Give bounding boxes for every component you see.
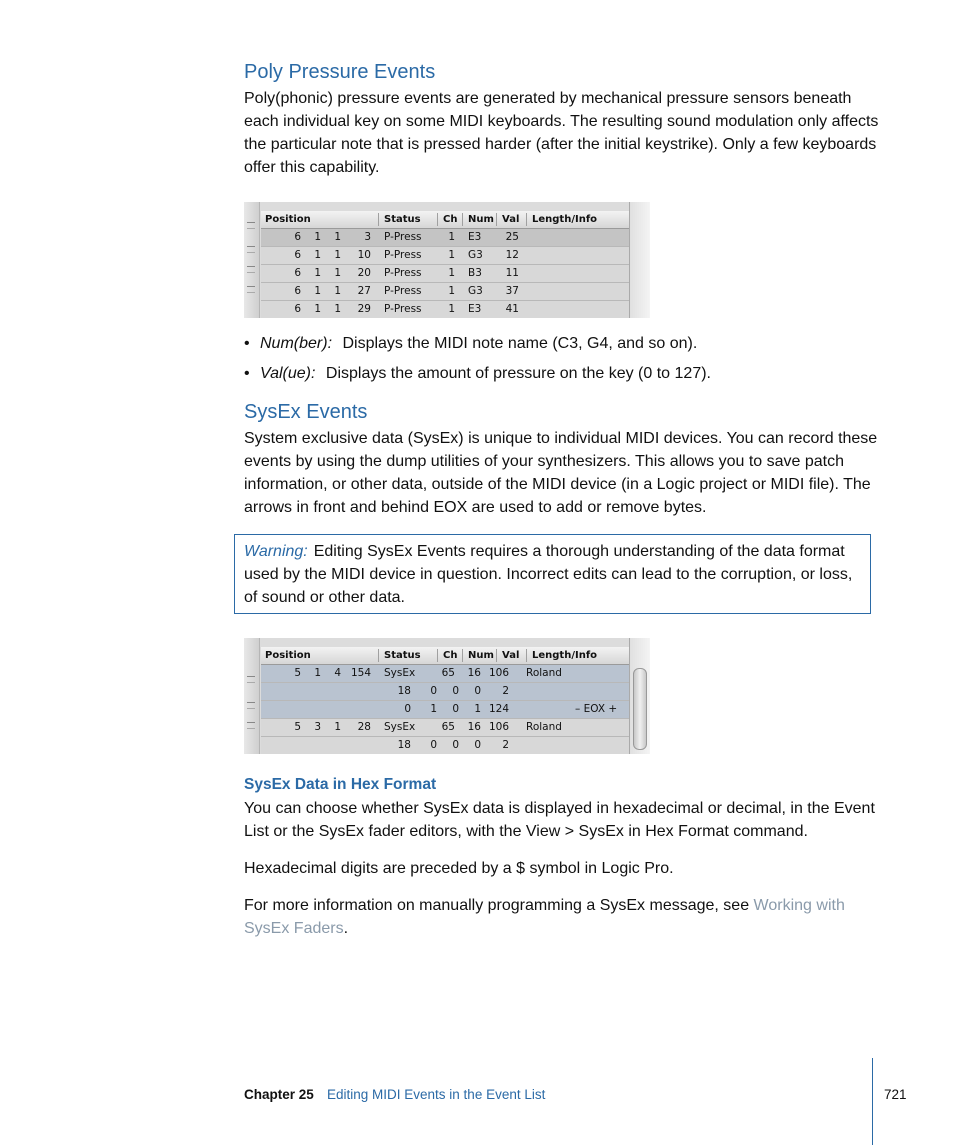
footer-chapter-label: Chapter 25: [244, 1087, 314, 1102]
position-tick: 10: [357, 249, 371, 261]
hex-format-para-1: You can choose whether SysEx data is displayed in hexadecimal or decimal, in the Event List or the SysEx fader editors, with the View > SysEx in Hex Format command.: [244, 800, 875, 840]
sysex-byte: 124: [488, 703, 509, 715]
channel-cell: 65: [441, 721, 455, 733]
sysex-byte: 2: [502, 739, 509, 751]
status-cell: P-Press: [384, 267, 422, 279]
channel-cell: 1: [448, 267, 455, 279]
position-division: 4: [334, 667, 341, 679]
status-cell: P-Press: [384, 303, 422, 315]
event-row[interactable]: [261, 265, 630, 283]
status-cell: SysEx: [384, 667, 416, 679]
status-cell: SysEx: [384, 721, 416, 733]
position-tick: 27: [357, 285, 371, 297]
position-beat: 3: [314, 721, 321, 733]
position-bar: 6: [294, 231, 301, 243]
event-row[interactable]: [261, 301, 630, 318]
sysex-byte: 0: [452, 703, 459, 715]
bullet-text: Displays the MIDI note name (C3, G4, and so on).: [342, 335, 698, 352]
footer-page-number: 721: [884, 1087, 907, 1102]
event-list-scrollbar[interactable]: [629, 202, 650, 318]
bullet-term: Val(ue):: [260, 365, 316, 382]
position-tick: 3: [364, 231, 371, 243]
num-cell: G3: [468, 249, 483, 261]
warning-text: Editing SysEx Events requires a thorough understanding of the data format used by the MIDI device in question. Incorrect edits can lead to the corruption, or loss, of sound or other data.: [244, 543, 853, 606]
event-list-poly-pressure: [244, 202, 650, 318]
sysex-byte: 0: [430, 739, 437, 751]
column-separator: [378, 213, 379, 226]
column-header-ch: Ch: [443, 214, 458, 225]
sysex-byte: 0: [452, 739, 459, 751]
footer-divider: [872, 1058, 873, 1145]
sysex-byte: 0: [452, 685, 459, 697]
event-row[interactable]: [261, 683, 630, 701]
position-division: 1: [334, 721, 341, 733]
status-cell: P-Press: [384, 249, 422, 261]
position-bar: 6: [294, 249, 301, 261]
val-cell: 25: [505, 231, 519, 243]
event-list-scrollbar[interactable]: [629, 638, 650, 754]
event-list-sysex: [244, 638, 650, 754]
info-cell: Roland: [526, 667, 562, 679]
column-header-status: Status: [384, 214, 421, 225]
column-header-num: Num: [468, 214, 494, 225]
event-list-grid: [261, 211, 630, 318]
val-cell: 41: [505, 303, 519, 315]
column-header-val: Val: [502, 214, 520, 225]
para-3-prefix: For more information on manually programming a SysEx message, see: [244, 897, 754, 914]
event-list-header: [261, 211, 630, 229]
sysex-byte: 18: [397, 739, 411, 751]
channel-cell: 1: [448, 303, 455, 315]
column-header-position: Position: [265, 650, 311, 661]
sysex-byte: 1: [430, 703, 437, 715]
hex-format-para-3: [244, 894, 880, 940]
position-bar: 6: [294, 285, 301, 297]
info-cell: Roland: [526, 721, 562, 733]
sysex-byte: 0: [474, 739, 481, 751]
event-row[interactable]: [261, 701, 630, 719]
poly-pressure-description: Poly(phonic) pressure events are generated by mechanical pressure sensors beneath each individual key on some MIDI keyboards. The resulting sound modulation only affects the particular note that is pressed harder (after the initial keystrike). Only a few keyboards offer this capability.: [244, 90, 879, 176]
position-division: 1: [334, 249, 341, 261]
num-cell: 16: [467, 667, 481, 679]
column-separator: [437, 649, 438, 662]
footer-chapter-title: Editing MIDI Events in the Event List: [327, 1087, 546, 1102]
position-beat: 1: [314, 231, 321, 243]
position-tick: 29: [357, 303, 371, 315]
sysex-byte: 1: [474, 703, 481, 715]
column-header-length-info: Length/Info: [532, 650, 598, 661]
hex-format-para-2: Hexadecimal digits are preceded by a $ symbol in Logic Pro.: [244, 860, 674, 877]
position-tick: 28: [357, 721, 371, 733]
position-division: 1: [334, 285, 341, 297]
bullet-list: [244, 332, 874, 385]
event-row[interactable]: [261, 229, 630, 247]
event-row[interactable]: [261, 719, 630, 737]
column-separator: [378, 649, 379, 662]
column-header-val: Val: [502, 650, 520, 661]
channel-cell: 1: [448, 231, 455, 243]
sysex-description: System exclusive data (SysEx) is unique to individual MIDI devices. You can record these events by using the dump utilities of your synthesizers. This allows you to save patch information, or other data, outside of the MIDI device (in a Logic project or MIDI file). The arrows in front and behind EOX are used to add or remove bytes.: [244, 430, 878, 516]
column-header-position: Position: [265, 214, 311, 225]
val-cell: 11: [505, 267, 519, 279]
section-title-sysex: SysEx Events: [244, 401, 368, 423]
status-cell: P-Press: [384, 231, 422, 243]
warning-callout: [234, 534, 871, 614]
para-3-suffix: .: [343, 920, 349, 937]
column-separator: [462, 213, 463, 226]
warning-text-block: [244, 540, 866, 609]
warning-label: Warning:: [244, 543, 308, 560]
channel-cell: 1: [448, 285, 455, 297]
position-bar: 6: [294, 303, 301, 315]
position-beat: 1: [314, 267, 321, 279]
position-beat: 1: [314, 249, 321, 261]
channel-cell: 1: [448, 249, 455, 261]
bullet-marker: •: [244, 335, 250, 352]
event-row[interactable]: [261, 283, 630, 301]
column-separator: [462, 649, 463, 662]
val-cell: 106: [488, 721, 509, 733]
event-list-side-handle: [244, 202, 260, 318]
num-cell: 16: [467, 721, 481, 733]
subsection-title-hex-format: SysEx Data in Hex Format: [244, 776, 437, 793]
sysex-byte: 0: [474, 685, 481, 697]
position-bar: 5: [294, 721, 301, 733]
eox-control: – EOX +: [575, 703, 618, 715]
column-separator: [496, 213, 497, 226]
position-division: 1: [334, 303, 341, 315]
val-cell: 37: [505, 285, 519, 297]
position-beat: 1: [314, 285, 321, 297]
event-list-header: [261, 647, 630, 665]
position-bar: 6: [294, 267, 301, 279]
column-separator: [526, 649, 527, 662]
position-tick: 20: [357, 267, 371, 279]
sysex-byte: 0: [430, 685, 437, 697]
column-separator: [526, 213, 527, 226]
num-cell: E3: [468, 231, 482, 243]
event-row[interactable]: [261, 665, 630, 683]
scrollbar-thumb[interactable]: [633, 668, 647, 750]
column-header-ch: Ch: [443, 650, 458, 661]
num-cell: E3: [468, 303, 482, 315]
sysex-byte: 18: [397, 685, 411, 697]
sysex-byte: 0: [404, 703, 411, 715]
position-beat: 1: [314, 667, 321, 679]
column-header-status: Status: [384, 650, 421, 661]
num-cell: B3: [468, 267, 482, 279]
position-beat: 1: [314, 303, 321, 315]
bullet-item-val: [244, 362, 874, 385]
working-with-sysex-faders-link[interactable]: Working with SysEx Faders: [244, 897, 845, 937]
event-row[interactable]: [261, 247, 630, 265]
column-header-num: Num: [468, 650, 494, 661]
status-cell: P-Press: [384, 285, 422, 297]
num-cell: G3: [468, 285, 483, 297]
position-tick: 154: [350, 667, 371, 679]
event-list-grid: [261, 647, 630, 754]
event-list-side-handle: [244, 638, 260, 754]
column-separator: [437, 213, 438, 226]
bullet-text: Displays the amount of pressure on the key (0 to 127).: [325, 365, 711, 382]
position-bar: 5: [294, 667, 301, 679]
sysex-byte: 2: [502, 685, 509, 697]
bullet-item-num: [244, 332, 874, 355]
bullet-term: Num(ber):: [260, 335, 333, 352]
event-row[interactable]: [261, 737, 630, 754]
val-cell: 106: [488, 667, 509, 679]
column-separator: [496, 649, 497, 662]
bullet-marker: •: [244, 365, 250, 382]
channel-cell: 65: [441, 667, 455, 679]
position-division: 1: [334, 267, 341, 279]
val-cell: 12: [505, 249, 519, 261]
position-division: 1: [334, 231, 341, 243]
column-header-length-info: Length/Info: [532, 214, 598, 225]
section-title-poly-pressure: Poly Pressure Events: [244, 61, 436, 83]
